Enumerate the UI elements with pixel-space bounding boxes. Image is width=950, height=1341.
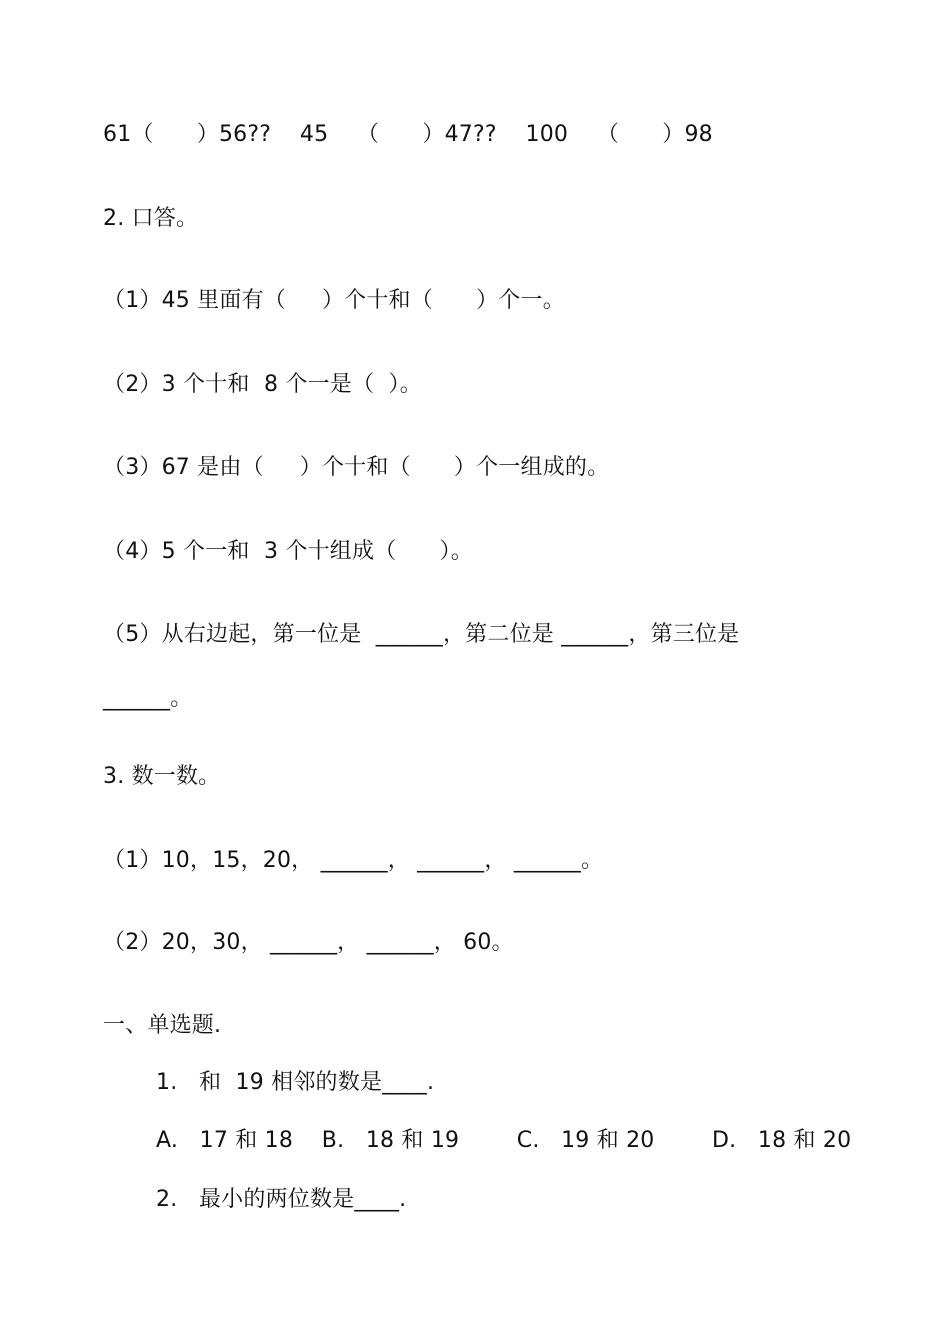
question-2-item-3: （3）67 是由（ ）个十和（ ）个一组成的。 <box>103 455 610 480</box>
mc-question-1-options: A. 17 和 18 B. 18 和 19 C. 19 和 20 D. 18 和 20 <box>156 1128 852 1153</box>
question-3-item-1: （1）10，15，20， ______， ______， ______。 <box>103 848 604 873</box>
section-title: 一、单选题. <box>103 1013 222 1038</box>
mc-question-1-stem: 1. 和 19 相邻的数是____. <box>156 1070 435 1095</box>
question-2-item-5-line-1: （5）从右边起，第一位是 ______，第二位是 ______，第三位是 <box>103 622 740 647</box>
question-3-title: 3. 数一数。 <box>103 764 221 789</box>
question-2-item-1: （1）45 里面有（ ）个十和（ ）个一。 <box>103 288 565 313</box>
question-2-item-5-line-2: ______。 <box>103 686 193 711</box>
mc-question-2-stem: 2. 最小的两位数是____. <box>156 1187 407 1212</box>
question-3-item-2: （2）20，30， ______， ______， 60。 <box>103 930 514 955</box>
question-2-item-4: （4）5 个一和 3 个十组成（ ）。 <box>103 539 473 564</box>
question-2-title: 2. 口答。 <box>103 206 199 231</box>
question-2-item-2: （2）3 个十和 8 个一是（ ）。 <box>103 372 422 397</box>
compare-row: 61（ ）56?? 45 （ ）47?? 100 （ ）98 <box>103 122 713 147</box>
